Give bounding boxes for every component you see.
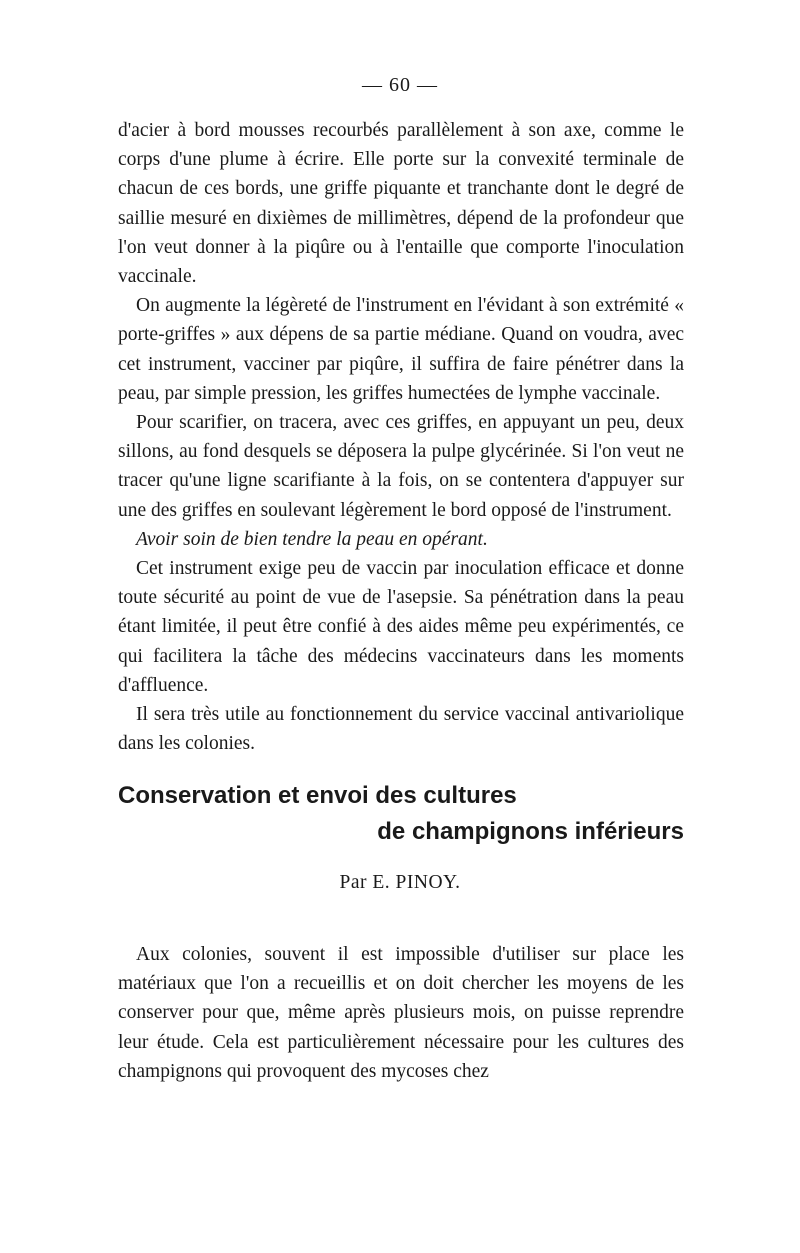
paragraph-6: Il sera très utile au fonctionnement du service vaccinal antivariolique dans les colonies. [118, 704, 684, 755]
section-title [118, 778, 684, 850]
paragraph-5: Cet instrument exige peu de vaccin par inoculation efficace et donne toute sécurité au point de vue de l'asepsie. Sa pénétration dans la peau étant limitée, il peut être confié à des aides même peu expérimentés, ce qui facilitera la tâche des médecins vaccinateurs dans les moments d'affluence. [118, 558, 684, 696]
paragraph-2: On augmente la légèreté de l'instrument en l'évidant à son extrémité « porte-griffes » aux dépens de sa partie médiane. Quand on voudra, avec cet instrument, vacciner par piqûre, il suffira de faire pénétrer dans la peau, par simple pression, les griffes humectées de lymphe vaccinale. [118, 295, 684, 404]
section2-body [118, 940, 684, 1086]
section2-paragraph: Aux colonies, souvent il est impossible d'utiliser sur place les matériaux que l'on a recueillis et on doit chercher les moyens de les conserver pour que, même après plusieurs mois, on puisse reprendre leur étude. Cela est particulièrement nécessaire pour les cultures des champignons qui provoquent des mycoses chez [118, 944, 684, 1082]
page-number: — 60 — [362, 74, 438, 96]
paragraph-4-italic: Avoir soin de bien tendre la peau en opérant. [136, 528, 488, 550]
section1-body [118, 116, 684, 758]
section-title-line-2: de champignons inférieurs [377, 818, 684, 845]
paragraph-3: Pour scarifier, on tracera, avec ces griffes, en appuyant un peu, deux sillons, au fond desquels se déposera la pulpe glycérinée. Si l'on veut ne tracer qu'une ligne scarifiante à la fois, on se contentera d'appuyer sur une des griffes en soulevant légèrement le bord opposé de l'instrument. [118, 412, 684, 521]
byline: Par E. PINOY. [339, 872, 461, 893]
section-title-line-1: Conservation et envoi des cultures [118, 782, 517, 809]
paragraph-1: d'acier à bord mousses recourbés parallèlement à son axe, comme le corps d'une plume à écrire. Elle porte sur la convexité terminale de chacun de ces bords, une griffe piquante et tranchante dont le degré de saillie mesuré en dixièmes de millimètres, dépend de la profondeur que l'on veut donner à la piqûre ou à l'entaille que comporte l'inoculation vaccinale. [118, 120, 684, 288]
